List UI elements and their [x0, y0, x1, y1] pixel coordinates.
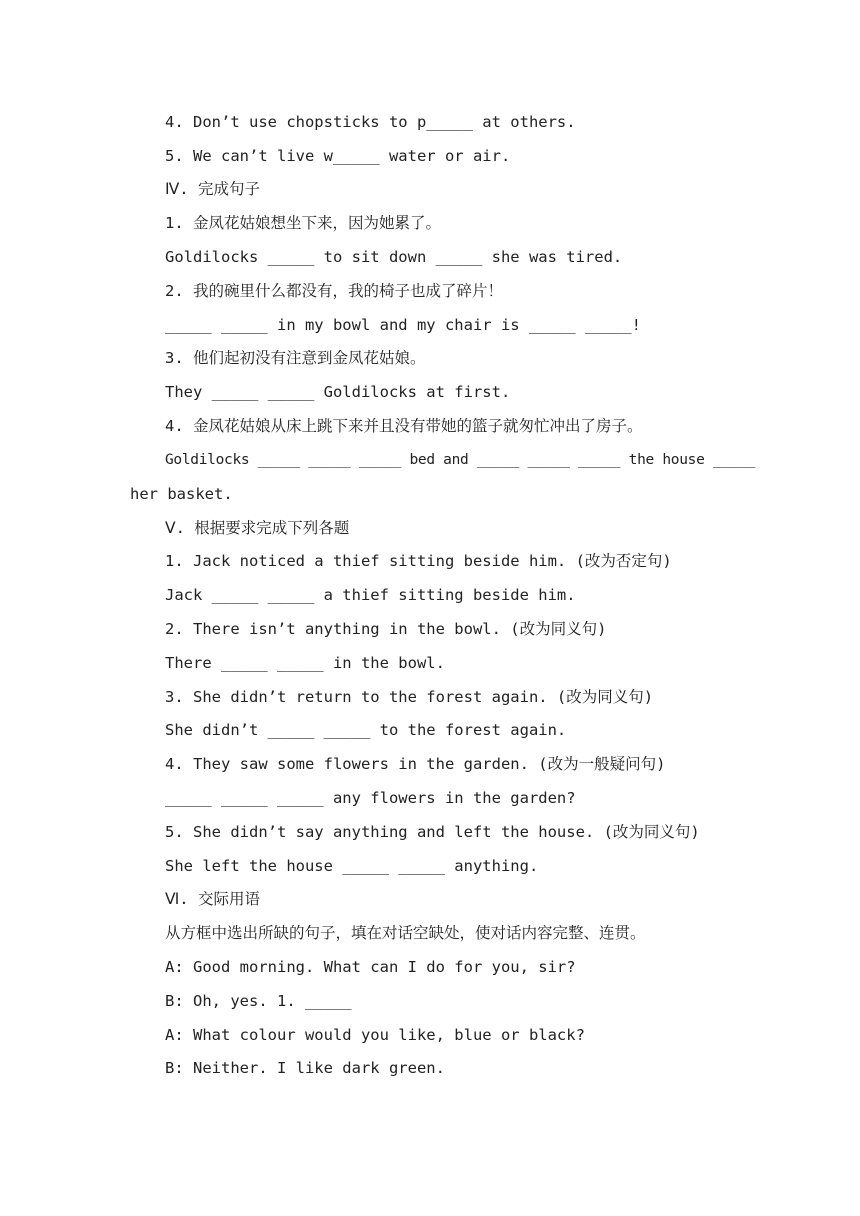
section-v-item-2-answer: There _____ _____ in the bowl.	[165, 654, 445, 672]
section-iv-item-2-chinese: 2. 我的碗里什么都没有，我的椅子也成了碎片！	[165, 282, 503, 300]
dialogue-line-a2: A: What colour would you like, blue or black?	[165, 1026, 585, 1044]
section-iv-item-3-english: They _____ _____ Goldilocks at first.	[165, 383, 511, 401]
section-vi-instructions: 从方框中选出所缺的句子，填在对话空缺处，使对话内容完整、连贯。	[165, 924, 646, 942]
dialogue-line-b2: B: Neither. I like dark green.	[165, 1059, 445, 1077]
section-v-item-4-answer: _____ _____ _____ any flowers in the garden?	[165, 789, 576, 807]
dialogue-line-a1: A: Good morning. What can I do for you, sir?	[165, 958, 576, 976]
section-v-item-3-prompt: 3. She didn’t return to the forest again. (改为同义句)	[165, 688, 654, 706]
section-v-item-4-prompt: 4. They saw some flowers in the garden. (改为一般疑问句)	[165, 755, 666, 773]
section-iv-item-1-english: Goldilocks _____ to sit down _____ she was tired.	[165, 248, 623, 266]
section-vi-heading: Ⅵ. 交际用语	[165, 890, 260, 908]
exercise-iii-item-4: 4. Don’t use chopsticks to p_____ at others.	[165, 113, 576, 131]
section-v-item-5-prompt: 5. She didn’t say anything and left the house. (改为同义句)	[165, 823, 700, 841]
section-v-heading: Ⅴ. 根据要求完成下列各题	[165, 519, 350, 537]
section-iv-item-4-chinese: 4. 金凤花姑娘从床上跳下来并且没有带她的篮子就匆忙冲出了房子。	[165, 417, 643, 435]
section-iv-item-4-continuation: her basket.	[130, 485, 233, 503]
section-v-item-1-prompt: 1. Jack noticed a thief sitting beside him. (改为否定句)	[165, 552, 672, 570]
section-v-item-5-answer: She left the house _____ _____ anything.	[165, 857, 539, 875]
section-iv-heading: Ⅳ. 完成句子	[165, 180, 260, 198]
section-iv-item-2-english: _____ _____ in my bowl and my chair is _____ _____!	[165, 316, 641, 334]
section-v-item-2-prompt: 2. There isn’t anything in the bowl. (改为同义句)	[165, 620, 607, 638]
section-v-item-1-answer: Jack _____ _____ a thief sitting beside him.	[165, 586, 576, 604]
dialogue-line-b1: B: Oh, yes. 1. _____	[165, 992, 352, 1010]
section-iv-item-4-english: Goldilocks _____ _____ _____ bed and _____ _____ _____ the house _____	[165, 452, 756, 468]
section-iv-item-3-chinese: 3. 他们起初没有注意到金凤花姑娘。	[165, 349, 426, 367]
exercise-iii-item-5: 5. We can’t live w_____ water or air.	[165, 147, 511, 165]
section-v-item-3-answer: She didn’t _____ _____ to the forest again.	[165, 721, 567, 739]
section-iv-item-1-chinese: 1. 金凤花姑娘想坐下来，因为她累了。	[165, 214, 441, 232]
